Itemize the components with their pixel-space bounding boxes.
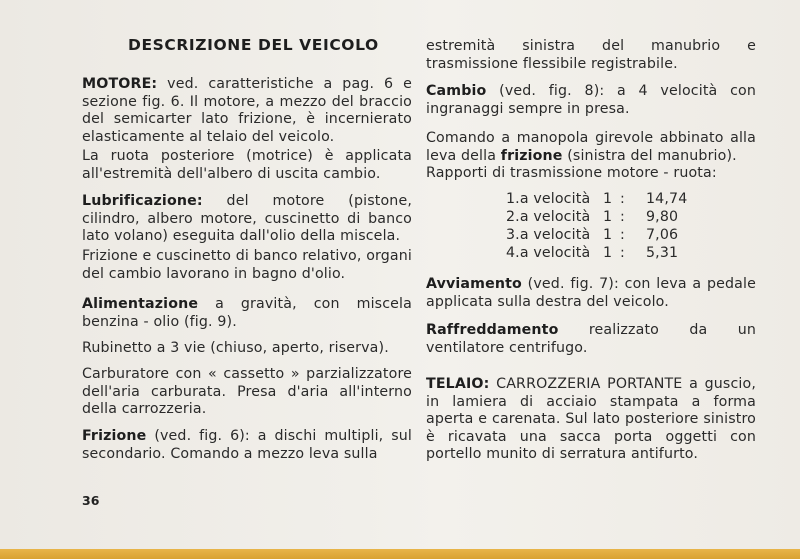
continuation-paragraph: estremità sinistra del manubrio e trasmissione flessibile registrabile. (426, 38, 756, 72)
gear-label: 2.a velocità (506, 209, 591, 225)
motore-heading: MOTORE: (82, 76, 158, 92)
page-edge-strip (0, 549, 800, 559)
alimentazione-heading: Alimentazione (82, 296, 199, 312)
cambio-paragraph (426, 83, 756, 118)
alimentazione-text: a gravità, con miscela benzina - olio (fig. 9). (82, 296, 412, 330)
gear-label: 4.a velocità (506, 245, 591, 261)
cambio-heading: Cambio (426, 83, 487, 99)
avviamento-text: (ved. fig. 7): con leva a pedale applicata sulla destra del veicolo. (426, 276, 756, 310)
gear-ratio-value: 7,06 (646, 227, 679, 243)
raffreddamento-paragraph (426, 322, 756, 357)
comando-paragraph (426, 130, 756, 165)
frizione-paragraph (82, 428, 412, 463)
gear-ratio-colon: : (620, 191, 625, 207)
gear-ratio-one: 1 (603, 191, 613, 207)
gear-ratio-row (506, 209, 746, 227)
motore-paragraph (82, 76, 412, 146)
gear-label: 3.a velocità (506, 227, 591, 243)
ruota-paragraph: La ruota posteriore (motrice) è applicata all'estremità dell'albero di uscita cambio. (82, 148, 412, 182)
gear-ratio-one: 1 (603, 245, 613, 261)
gear-ratio-value: 5,31 (646, 245, 679, 261)
lubrificazione-heading: Lubrificazione: (82, 193, 203, 209)
gear-label: 1.a velocità (506, 191, 591, 207)
frizione-text: (ved. fig. 6): a dischi multipli, sul secondario. Comando a mezzo leva sulla (82, 428, 412, 462)
comando-text-end: (sinistra del manubrio). (562, 147, 737, 164)
frizione-cuscinetto-paragraph: Frizione e cuscinetto di banco relativo, organi del cambio lavorano in bagno d'olio. (82, 248, 412, 282)
avviamento-paragraph (426, 276, 756, 311)
gear-ratio-one: 1 (603, 227, 613, 243)
telaio-text: CARROZZERIA PORTANTE a guscio, in lamiera di acciaio stampata a forma aperta e carenata. Sul lato posteriore sinistro è ricavata una sacca porta oggetti con portello munito di serratura antifurto. (426, 376, 756, 462)
lubrificazione-text: del motore (pistone, cilindro, albero motore, cuscinetto di banco lato volano) eseguita dall'olio della miscela. (82, 193, 412, 244)
gear-ratio-row (506, 245, 746, 263)
gear-ratio-colon: : (620, 227, 625, 243)
comando-text: Comando a manopola girevole abbinato alla leva della (426, 130, 756, 164)
gear-ratio-one: 1 (603, 209, 613, 225)
gear-ratio-colon: : (620, 209, 625, 225)
motore-text: ved. caratteristiche a pag. 6 e sezione fig. 6. Il motore, a mezzo del braccio del semicarter lato frizione, è incernierato elasticamente al telaio del veicolo. (82, 76, 412, 145)
gear-ratio-value: 9,80 (646, 209, 679, 225)
frizione-heading: Frizione (82, 428, 147, 444)
gear-ratio-row (506, 191, 746, 209)
alimentazione-paragraph (82, 296, 412, 331)
gear-ratio-row (506, 227, 746, 245)
gear-ratio-colon: : (620, 245, 625, 261)
gear-ratio-table (506, 191, 746, 263)
lubrificazione-paragraph (82, 193, 412, 246)
telaio-heading: TELAIO: (426, 376, 490, 392)
page-number: 36 (82, 493, 100, 508)
frizione-bold: frizione (500, 147, 563, 164)
carburatore-paragraph: Carburatore con « cassetto » parzializzatore dell'aria carburata. Presa d'aria all'interno della carrozzeria. (82, 366, 412, 417)
rubinetto-paragraph: Rubinetto a 3 vie (chiuso, aperto, riserva). (82, 340, 389, 356)
raffreddamento-text: realizzato da un ventilatore centrifugo. (426, 322, 756, 356)
raffreddamento-heading: Raffreddamento (426, 322, 559, 338)
rapporti-line: Rapporti di trasmissione motore - ruota: (426, 165, 717, 181)
avviamento-heading: Avviamento (426, 276, 522, 292)
page-title: DESCRIZIONE DEL VEICOLO (128, 36, 379, 54)
cambio-text: (ved. fig. 8): a 4 velocità con ingranaggi sempre in presa. (426, 83, 756, 117)
telaio-paragraph (426, 376, 756, 464)
gear-ratio-value: 14,74 (646, 191, 688, 207)
